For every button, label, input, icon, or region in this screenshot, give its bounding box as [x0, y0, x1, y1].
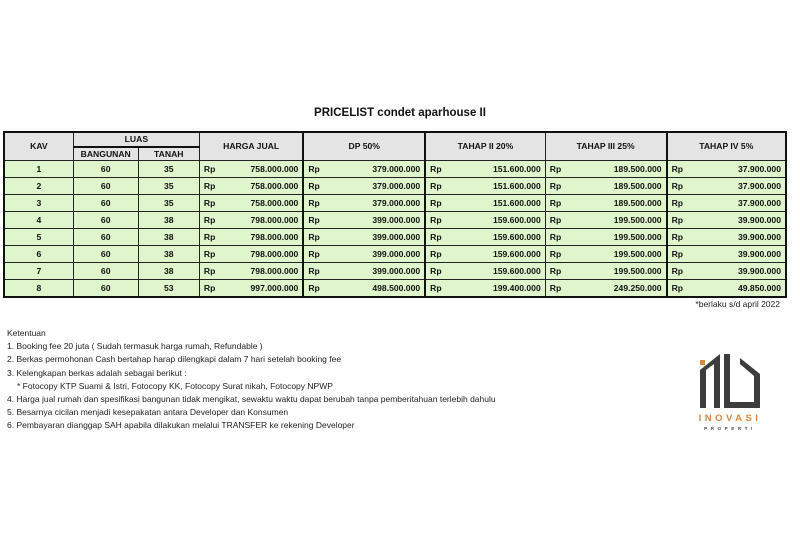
- terms-section: [7, 327, 496, 433]
- cell-tahap4: 37.900.000: [697, 178, 786, 195]
- cell-currency: Rp: [303, 280, 334, 298]
- terms-subitem: * Fotocopy KTP Suami & Istri, Fotocopy KK, Fotocopy Surat nikah, Fotocopy NPWP: [17, 380, 333, 391]
- cell-tanah: 35: [138, 178, 199, 195]
- cell-kav: 6: [4, 246, 73, 263]
- cell-currency: Rp: [425, 212, 456, 229]
- cell-harga-jual: 798.000.000: [230, 246, 304, 263]
- cell-tahap3: 199.500.000: [576, 246, 667, 263]
- cell-currency: Rp: [199, 195, 229, 212]
- cell-currency: Rp: [667, 195, 698, 212]
- cell-tahap4: 37.900.000: [697, 161, 786, 178]
- cell-currency: Rp: [303, 212, 334, 229]
- cell-currency: Rp: [425, 280, 456, 298]
- header-tahap-4: TAHAP IV 5%: [667, 132, 786, 161]
- cell-currency: Rp: [199, 229, 229, 246]
- cell-currency: Rp: [199, 246, 229, 263]
- table-row: [4, 280, 786, 298]
- cell-currency: Rp: [667, 178, 698, 195]
- cell-tahap3: 249.250.000: [576, 280, 667, 298]
- cell-currency: Rp: [545, 246, 575, 263]
- cell-tahap4: 39.900.000: [697, 263, 786, 280]
- logo-accent-square: [700, 360, 705, 365]
- cell-dp: 399.000.000: [334, 246, 425, 263]
- cell-kav: 3: [4, 195, 73, 212]
- cell-kav: 8: [4, 280, 73, 298]
- cell-harga-jual: 758.000.000: [230, 161, 304, 178]
- cell-tanah: 38: [138, 246, 199, 263]
- cell-currency: Rp: [667, 246, 698, 263]
- cell-tahap2: 159.600.000: [456, 246, 545, 263]
- cell-currency: Rp: [425, 178, 456, 195]
- cell-currency: Rp: [545, 263, 575, 280]
- cell-tahap3: 199.500.000: [576, 212, 667, 229]
- cell-tahap3: 199.500.000: [576, 263, 667, 280]
- cell-bangunan: 60: [73, 195, 138, 212]
- cell-harga-jual: 997.000.000: [230, 280, 304, 298]
- house-logo-icon: [690, 350, 770, 412]
- cell-harga-jual: 798.000.000: [230, 212, 304, 229]
- cell-dp: 379.000.000: [334, 178, 425, 195]
- cell-tanah: 38: [138, 263, 199, 280]
- cell-tahap3: 189.500.000: [576, 178, 667, 195]
- table-row: [4, 195, 786, 212]
- cell-currency: Rp: [667, 161, 698, 178]
- cell-currency: Rp: [667, 263, 698, 280]
- cell-dp: 399.000.000: [334, 212, 425, 229]
- company-logo: [690, 350, 770, 440]
- cell-harga-jual: 758.000.000: [230, 178, 304, 195]
- logo-subtitle: PROPERTI: [704, 426, 756, 431]
- cell-tahap2: 151.600.000: [456, 195, 545, 212]
- cell-tahap3: 189.500.000: [576, 195, 667, 212]
- cell-dp: 379.000.000: [334, 195, 425, 212]
- table-row: [4, 263, 786, 280]
- cell-currency: Rp: [545, 229, 575, 246]
- cell-currency: Rp: [199, 263, 229, 280]
- terms-item: 1. Booking fee 20 juta ( Sudah termasuk harga rumah, Refundable ): [7, 341, 263, 352]
- cell-tahap3: 199.500.000: [576, 229, 667, 246]
- table-row: [4, 178, 786, 195]
- terms-item: 5. Besarnya cicilan menjadi kesepakatan antara Developer dan Konsumen: [7, 407, 289, 418]
- cell-currency: Rp: [545, 161, 575, 178]
- header-harga-jual: HARGA JUAL: [199, 132, 303, 161]
- cell-bangunan: 60: [73, 229, 138, 246]
- header-kav: KAV: [4, 132, 73, 161]
- cell-currency: Rp: [425, 246, 456, 263]
- cell-tanah: 38: [138, 212, 199, 229]
- cell-harga-jual: 798.000.000: [230, 229, 304, 246]
- table-row: [4, 246, 786, 263]
- cell-tanah: 38: [138, 229, 199, 246]
- terms-item: 3. Kelengkapan berkas adalah sebagai berikut :: [7, 367, 187, 378]
- cell-bangunan: 60: [73, 212, 138, 229]
- logo-name: INOVASI: [698, 413, 762, 424]
- cell-kav: 1: [4, 161, 73, 178]
- cell-currency: Rp: [199, 280, 229, 298]
- table-row: [4, 229, 786, 246]
- cell-dp: 399.000.000: [334, 263, 425, 280]
- terms-item: 2. Berkas permohonan Cash bertahap harap dilengkapi dalam 7 hari setelah booking fee: [7, 354, 342, 365]
- cell-tanah: 35: [138, 195, 199, 212]
- cell-currency: Rp: [667, 212, 698, 229]
- cell-bangunan: 60: [73, 178, 138, 195]
- header-luas: LUAS: [73, 132, 199, 147]
- cell-bangunan: 60: [73, 280, 138, 298]
- cell-currency: Rp: [667, 280, 698, 298]
- table-row: [4, 161, 786, 178]
- cell-currency: Rp: [199, 161, 229, 178]
- cell-tanah: 53: [138, 280, 199, 298]
- cell-tahap2: 151.600.000: [456, 178, 545, 195]
- page-title: PRICELIST condet aparhouse II: [314, 107, 486, 119]
- cell-bangunan: 60: [73, 263, 138, 280]
- cell-currency: Rp: [303, 178, 334, 195]
- cell-tahap4: 49.850.000: [697, 280, 786, 298]
- cell-dp: 498.500.000: [334, 280, 425, 298]
- pricelist-table: [3, 131, 787, 298]
- cell-tahap2: 199.400.000: [456, 280, 545, 298]
- header-tanah: TANAH: [138, 147, 199, 161]
- terms-item: 6. Pembayaran dianggap SAH apabila dilakukan melalui TRANSFER ke rekening Developer: [7, 420, 355, 431]
- cell-tahap2: 159.600.000: [456, 212, 545, 229]
- header-tahap-2: TAHAP II 20%: [425, 132, 545, 161]
- cell-dp: 379.000.000: [334, 161, 425, 178]
- cell-currency: Rp: [303, 229, 334, 246]
- cell-currency: Rp: [545, 280, 575, 298]
- terms-item: 4. Harga jual rumah dan spesifikasi bangunan tidak mengikat, sewaktu waktu dapat berubah tanpa pemberitahuan terlebih dahulu: [7, 394, 496, 405]
- cell-currency: Rp: [545, 178, 575, 195]
- cell-currency: Rp: [303, 161, 334, 178]
- terms-heading: Ketentuan: [7, 328, 46, 338]
- cell-tahap2: 151.600.000: [456, 161, 545, 178]
- header-tahap-3: TAHAP III 25%: [545, 132, 666, 161]
- cell-kav: 5: [4, 229, 73, 246]
- cell-kav: 7: [4, 263, 73, 280]
- cell-dp: 399.000.000: [334, 229, 425, 246]
- cell-currency: Rp: [667, 229, 698, 246]
- cell-currency: Rp: [199, 178, 229, 195]
- cell-tahap2: 159.600.000: [456, 263, 545, 280]
- cell-tanah: 35: [138, 161, 199, 178]
- cell-currency: Rp: [545, 195, 575, 212]
- cell-currency: Rp: [303, 246, 334, 263]
- validity-note: *berlaku s/d april 2022: [695, 299, 780, 309]
- cell-currency: Rp: [545, 212, 575, 229]
- cell-harga-jual: 758.000.000: [230, 195, 304, 212]
- logo-right-shape: [724, 354, 760, 408]
- header-dp: DP 50%: [303, 132, 425, 161]
- cell-currency: Rp: [425, 195, 456, 212]
- cell-tahap4: 39.900.000: [697, 212, 786, 229]
- table-body: [4, 161, 786, 298]
- cell-tahap4: 39.900.000: [697, 246, 786, 263]
- cell-kav: 2: [4, 178, 73, 195]
- cell-currency: Rp: [425, 263, 456, 280]
- cell-bangunan: 60: [73, 246, 138, 263]
- cell-currency: Rp: [425, 161, 456, 178]
- header-bangunan: BANGUNAN: [73, 147, 138, 161]
- table-row: [4, 212, 786, 229]
- cell-currency: Rp: [425, 229, 456, 246]
- cell-tahap4: 37.900.000: [697, 195, 786, 212]
- cell-kav: 4: [4, 212, 73, 229]
- cell-tahap3: 189.500.000: [576, 161, 667, 178]
- cell-currency: Rp: [303, 195, 334, 212]
- cell-harga-jual: 798.000.000: [230, 263, 304, 280]
- cell-tahap2: 159.600.000: [456, 229, 545, 246]
- cell-currency: Rp: [199, 212, 229, 229]
- cell-tahap4: 39.900.000: [697, 229, 786, 246]
- cell-currency: Rp: [303, 263, 334, 280]
- cell-bangunan: 60: [73, 161, 138, 178]
